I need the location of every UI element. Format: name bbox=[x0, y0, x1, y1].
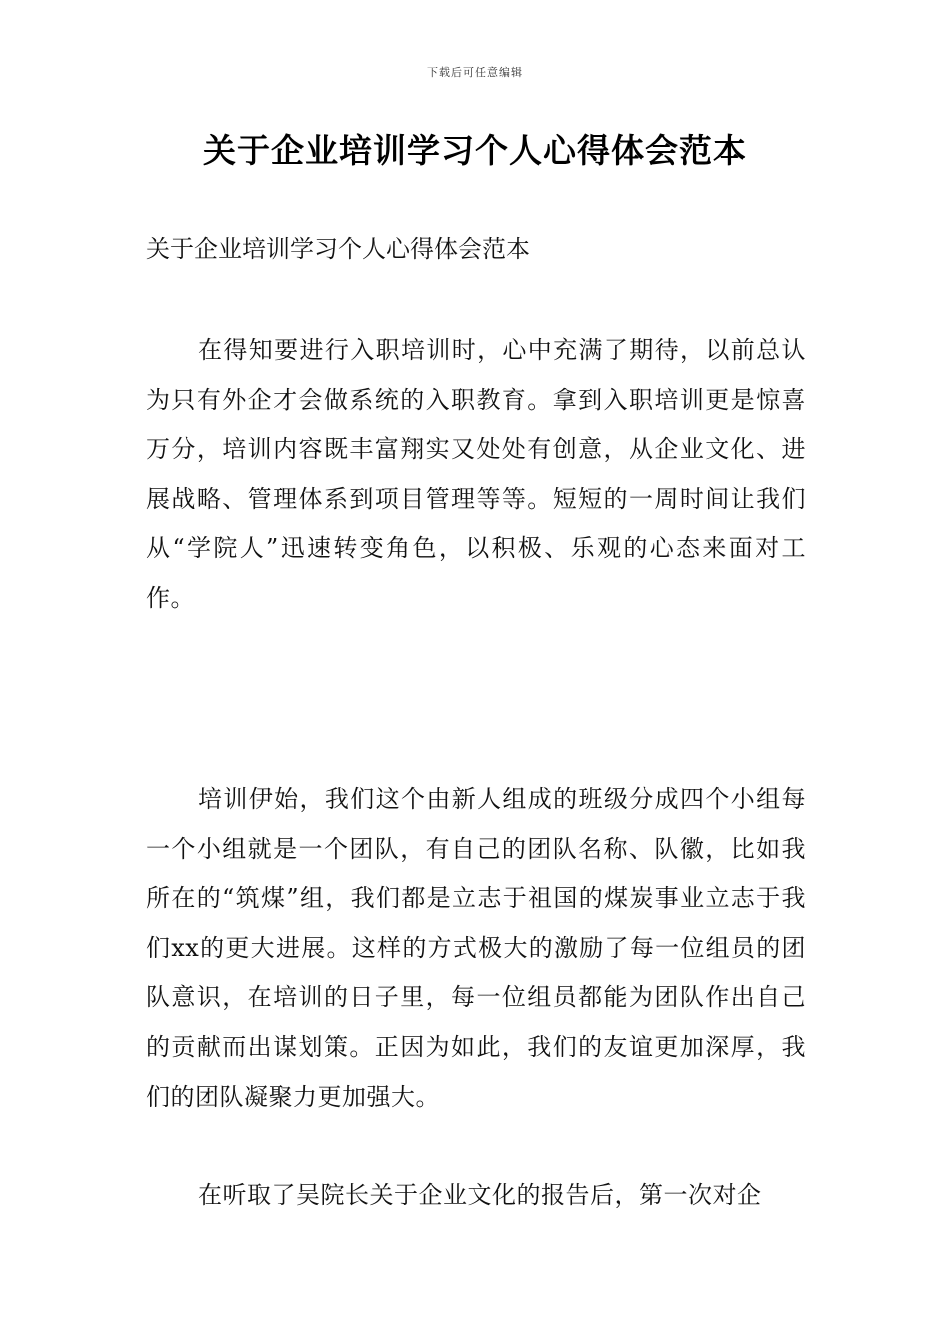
paragraph-3: 在听取了吴院长关于企业文化的报告后，第一次对企 bbox=[198, 1181, 762, 1209]
document-title: 关于企业培训学习个人心得体会范本 bbox=[203, 131, 747, 170]
header-note: 下载后可任意编辑 bbox=[427, 66, 523, 79]
paragraph-2: 培训伊始，我们这个由新人组成的班级分成四个小组每一个小组就是一个团队，有自己的团队名称、队徽，比如我所在的“筑煤”组，我们都是立志于祖国的煤炭事业立志于我们xx的更大进展。这样的方式极大的激励了每一位组员的团队意识，在培训的日子里，每一位组员都能为团队作出自己的贡献而出谋划策。正因为如此，我们的友谊更加深厚，我们的团队凝聚力更加强大。 bbox=[146, 785, 806, 1111]
document-subtitle: 关于企业培训学习个人心得体会范本 bbox=[146, 235, 530, 263]
paragraph-1: 在得知要进行入职培训时，心中充满了期待，以前总认为只有外企才会做系统的入职教育。拿到入职培训更是惊喜万分，培训内容既丰富翔实又处处有创意，从企业文化、进展战略、管理体系到项目管理等等。短短的一周时间让我们从“学院人”迅速转变角色，以积极、乐观的心态来面对工作。 bbox=[146, 336, 806, 612]
